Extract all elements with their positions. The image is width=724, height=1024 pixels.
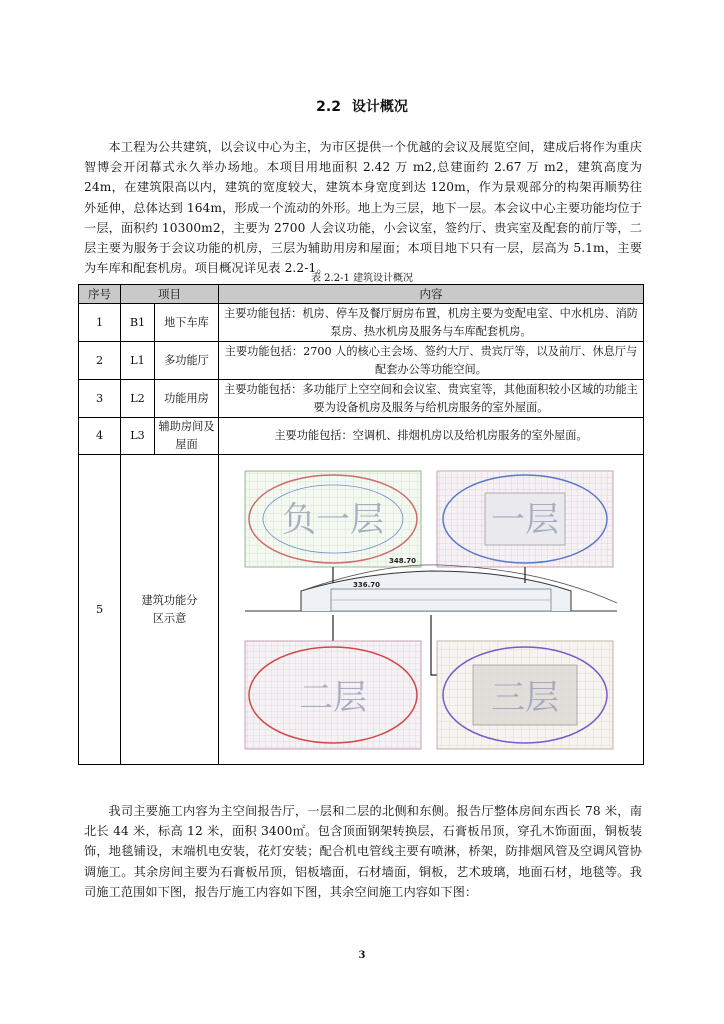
plan-label-l3: 三层 [491,677,559,718]
row-name: 辅助房间及屋面 [155,418,219,455]
scope-text: 我司主要施工内容为主空间报告厅，一层和二层的北侧和东侧。报告厅整体房间东西长 78 米，南北长 44 米，标高 12 米，面积 3400㎡。包含顶面钢架转换层，石膏板吊顶，穿孔木饰面面，铜板装饰，地毯铺设，末端机电安装，花灯安装；配合机电管线主要有喷淋，桥架，防排烟风管及空调风管协调施工。其余房间主要为石膏板吊顶，铝板墙面，石材墙面，铜板，艺术玻璃，地面石材，地毯等。我司施工范围如下图，报告厅施工内容如下图，其余空间施工内容如下图： [84,804,642,899]
zoning-diagram [241,465,621,755]
row-name: 功能用房 [155,380,219,418]
header-content: 内容 [219,285,644,304]
section-number: 2.2 [316,99,341,115]
row-number: 3 [79,380,121,418]
table-row [79,455,644,765]
row-level: L3 [121,418,155,455]
row-level: B1 [121,304,155,342]
elevation-top-label: 348.70 [389,556,417,565]
row-number: 5 [79,455,121,765]
plan-l2-thumbnail [245,641,421,749]
header-item: 项目 [121,285,219,304]
plan-label-l2: 二层 [299,677,367,718]
table-row [79,304,644,342]
table-row [79,418,644,455]
plan-b1-thumbnail [245,471,421,567]
table-row [79,342,644,380]
row-content: 主要功能包括：多功能厅上空空间和会议室、贵宾室等，其他面积较小区域的功能主要为设备机房及服务与给机房服务的室外屋面。 [219,380,644,418]
intro-text: 本工程为公共建筑，以会议中心为主，为市区提供一个优越的会议及展览空间，建成后将作为重庆智博会开闭幕式永久举办场地。本项目用地面积 2.42 万 m2,总建面约 2.67 万 m2，建筑高度为 24m，在建筑限高以内，建筑的宽度较大，建筑本身宽度到达 120m，作为景观部分的构架再顺势往外延伸，总体达到 164m，形成一个流动的外形。地上为三层，地下一层。本会议中心主要功能均位于一层，面积约 10300m2，主要为 2700 人会议功能，小会议室，签约厅、贵宾室及配套的前厅等，二层主要为服务于会议功能的机房，三层为辅助用房和屋面；本项目地下只有一层，层高为 5.1m，主要为车库和配套机房。项目概况详见表 2.2-1。 [84,140,642,276]
plan-label-b1: 负一层 [282,499,384,540]
row-level: L1 [121,342,155,380]
row-name: 地下车库 [155,304,219,342]
elevation-mid-label: 336.70 [353,580,381,589]
table-caption: 表 2.2-1 建筑设计概况 [310,273,413,284]
scope-paragraph [84,801,642,902]
page-number: 3 [358,950,366,961]
row-content: 主要功能包括：2700 人的核心主会场、签约大厅、贵宾厅等，以及前厅、休息厅与配套办公等功能空间。 [219,342,644,380]
row-number: 1 [79,304,121,342]
row-level: L2 [121,380,155,418]
row-content: 主要功能包括：空调机、排烟机房以及给机房服务的室外屋面。 [219,418,644,455]
row-number: 2 [79,342,121,380]
table-row [79,380,644,418]
plan-l1-thumbnail [437,471,613,567]
plan-l3-thumbnail [437,641,613,749]
intro-paragraph [84,137,642,278]
section-heading [0,96,724,116]
design-overview-table [78,284,644,765]
header-no: 序号 [79,285,121,304]
row-number: 4 [79,418,121,455]
plan-label-l1: 一层 [491,499,559,540]
row-name: 建筑功能分区示意 [121,455,219,765]
section-title: 设计概况 [351,99,408,115]
row-content: 主要功能包括：机房、停车及餐厅厨房布置，机房主要为变配电室、中水机房、消防泵房、热水机房及服务与车库配套机房。 [219,304,644,342]
zoning-diagram-cell [219,455,644,765]
table-header-row [79,285,644,304]
row-name: 多功能厅 [155,342,219,380]
